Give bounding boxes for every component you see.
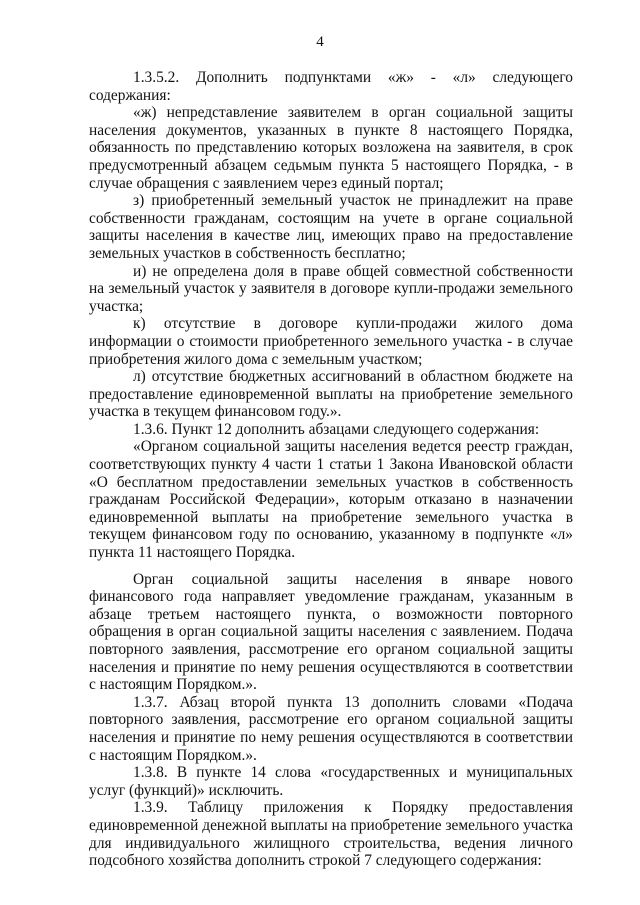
paragraph-1-3-9: 1.3.9. Таблицу приложения к Порядку предоставления единовременной денежной выплаты на приобретение земельного участка для индивидуального жилищного строительства, ведения личного подсобного хозяйства дополнить строкой 7 следующего содержания: <box>89 799 573 870</box>
paragraph-registry: «Органом социальной защиты населения ведется реестр граждан, соответствующих пункту 4 части 1 статьи 1 Закона Ивановской области «О бесплатном предоставлении земельных участков в собственность гражданам Российской Федерации», которым отказано в назначении единовременной выплаты на приобретение земельного участка в текущем финансовом году по основанию, указанному в подпункте «л» пункта 11 настоящего Порядка. <box>89 438 573 562</box>
paragraph-subpoint-i: и) не определена доля в праве общей совместной собственности на земельный участок у заявителя в договоре купли-продажи земельного участка; <box>89 262 573 315</box>
paragraph-1-3-5-2: 1.3.5.2. Дополнить подпунктами «ж» - «л» следующего содержания: <box>89 69 573 104</box>
paragraph-1-3-8: 1.3.8. В пункте 14 слова «государственных и муниципальных услуг (функций)» исключить. <box>89 764 573 799</box>
paragraph-1-3-6: 1.3.6. Пункт 12 дополнить абзацами следующего содержания: <box>133 420 540 438</box>
paragraph-notification: Орган социальной защиты населения в январе нового финансового года направляет уведомление гражданам, указанным в абзаце третьем настоящего пункта, о возможности повторного обращения в орган социальной защиты населения с заявлением. Подача повторного заявления, рассмотрение его органом социальной защиты населения и принятие по нему решения осуществляются в соответствии с настоящим Порядком.». <box>89 570 573 694</box>
paragraph-subpoint-k: к) отсутствие в договоре купли-продажи жилого дома информации о стоимости приобретенного земельного участка - в случае приобретения жилого дома с земельным участком; <box>89 315 573 368</box>
paragraph-subpoint-z: з) приобретенный земельный участок не принадлежит на праве собственности гражданам, состоящим на учете в органе социальной защиты населения в качестве лиц, имеющих право на предоставление земельных участков в собственность бесплатно; <box>89 192 573 262</box>
paragraph-subpoint-l: л) отсутствие бюджетных ассигнований в областном бюджете на предоставление единовременной выплаты на приобретение земельного участка в текущем финансовом году.». <box>89 368 573 421</box>
paragraph-1-3-7: 1.3.7. Абзац второй пункта 13 дополнить словами «Подача повторного заявления, рассмотрение его органом социальной защиты населения и принятие по нему решения осуществляются в соответствии с настоящим Порядком.». <box>89 693 573 764</box>
document-body <box>89 69 573 870</box>
paragraph-subpoint-zh: «ж) непредставление заявителем в орган социальной защиты населения документов, указанных в пункте 8 настоящего Порядка, обязанность по представлению которых возложена на заявителя, в срок предусмотренный абзацем седьмым пункта 5 настоящего Порядка, - в случае обращения с заявлением через единый портал; <box>89 104 573 192</box>
page-number: 4 <box>316 34 324 50</box>
